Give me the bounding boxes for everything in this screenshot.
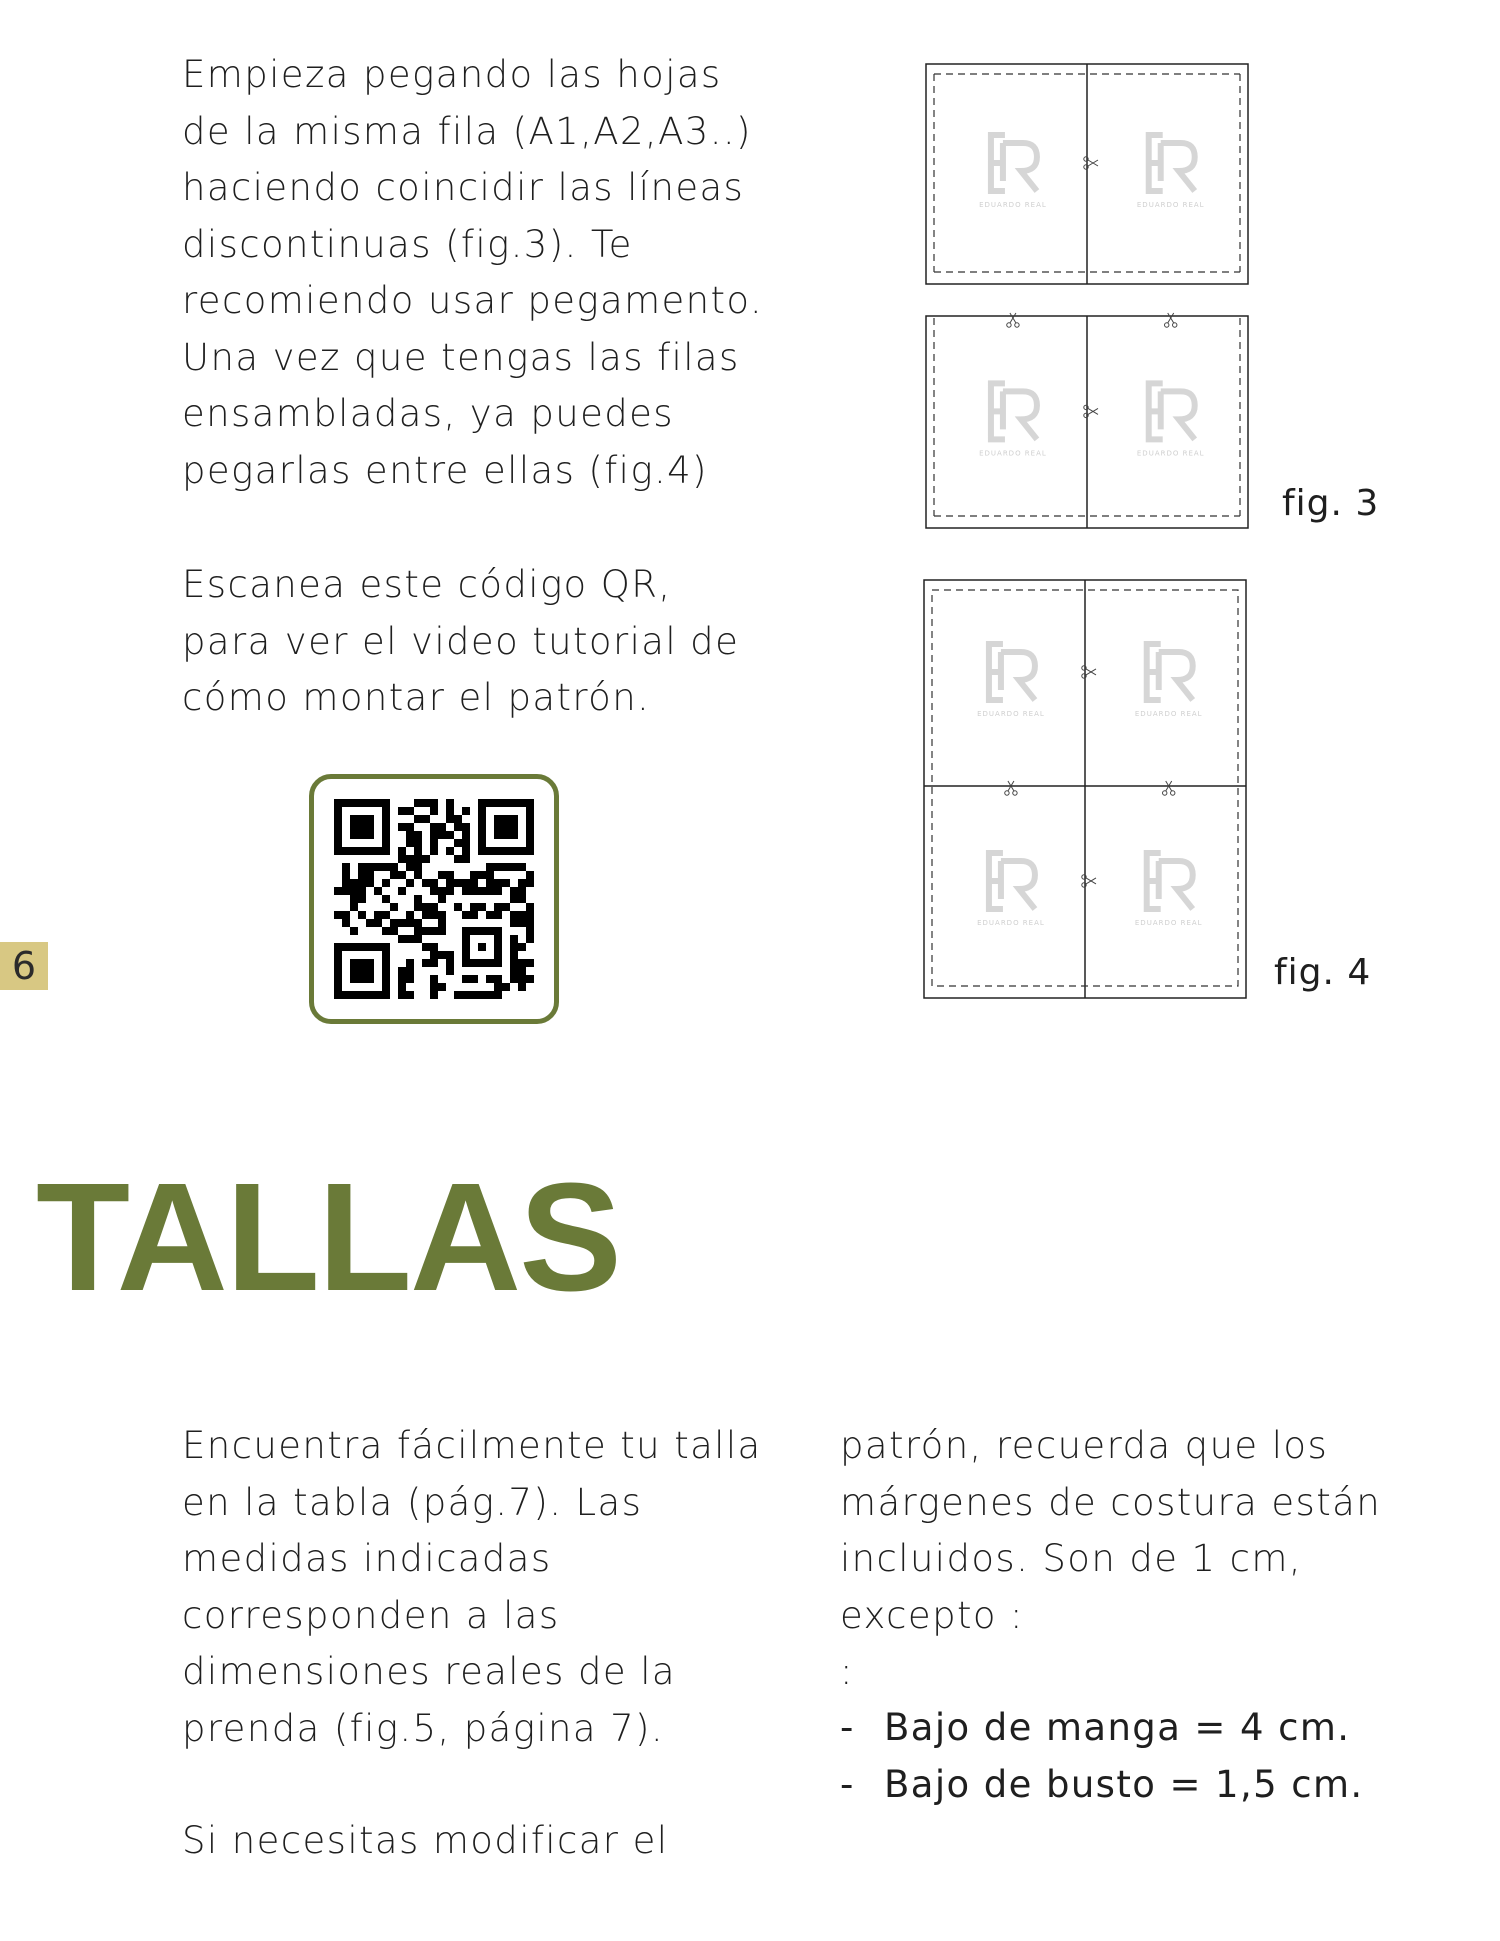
watermark-text: EDUARDO REAL [977,709,1045,718]
scissors-icon [1007,313,1019,327]
watermark-text: EDUARDO REAL [977,918,1045,927]
fig4-diagram [918,578,1248,1002]
list-item [840,1757,1364,1814]
bullet-dash: - [840,1706,855,1749]
list-item-text: Bajo de manga = 4 cm. [884,1706,1351,1749]
sizes-paragraph-col1-end: Si necesitas modificar el [182,1819,669,1862]
page-number: 6 [0,942,48,990]
seam-allowance-list [840,1700,1364,1813]
scissors-icon [1084,157,1098,169]
bullet-dash: - [840,1762,855,1806]
intro-paragraph: Empieza pegando las hojas de la misma fila (A1,A2,A3..) haciendo coincidir las líneas discontinuas (fig.3). Te recomiendo usar pegamento. Una vez que tengas las filas ensambladas, ya puedes pegarlas entre ellas (fig.4) [182,53,763,492]
er-logo-icon [1137,383,1205,457]
fig3-label: fig. 3 [1282,483,1380,524]
watermark-text: EDUARDO REAL [1136,449,1205,458]
er-logo-icon [1135,853,1203,927]
watermark-text: EDUARDO REAL [979,449,1047,458]
qr-code-frame[interactable] [309,774,559,1024]
list-item-text: Bajo de busto = 1,5 cm. [884,1762,1364,1806]
er-logo-icon [979,135,1047,209]
er-logo-icon [977,644,1045,718]
watermark-text: EDUARDO REAL [979,201,1047,209]
scissors-icon [1165,313,1177,327]
list-item [840,1700,1364,1757]
section-heading: TALLAS [36,1151,620,1323]
er-logo-icon [979,383,1047,457]
er-logo-icon [1137,135,1205,209]
qr-instructions: Escanea este código QR, para ver el video tutorial de cómo montar el patrón. [182,563,740,719]
fig3-diagram [920,62,1250,532]
watermark-text: EDUARDO REAL [1134,709,1203,718]
er-logo-icon [977,853,1045,927]
sizes-paragraph-col2: patrón, recuerda que los márgenes de costura están incluidos. Son de 1 cm, excepto : : [840,1424,1382,1693]
qr-code-icon[interactable] [334,799,534,999]
er-logo-icon [1135,644,1203,718]
scissors-icon [1082,666,1096,678]
fig4-label: fig. 4 [1274,952,1372,993]
watermark-text: EDUARDO REAL [1136,201,1205,209]
scissors-icon [1163,781,1175,795]
scissors-icon [1084,405,1098,417]
watermark-text: EDUARDO REAL [1134,918,1203,927]
scissors-icon [1005,781,1017,795]
sizes-paragraph-col1: Encuentra fácilmente tu talla en la tabla (pág.7). Las medidas indicadas corresponden a las dimensiones reales de la prenda (fig.5, página 7). [182,1424,762,1750]
scissors-icon [1082,875,1096,887]
